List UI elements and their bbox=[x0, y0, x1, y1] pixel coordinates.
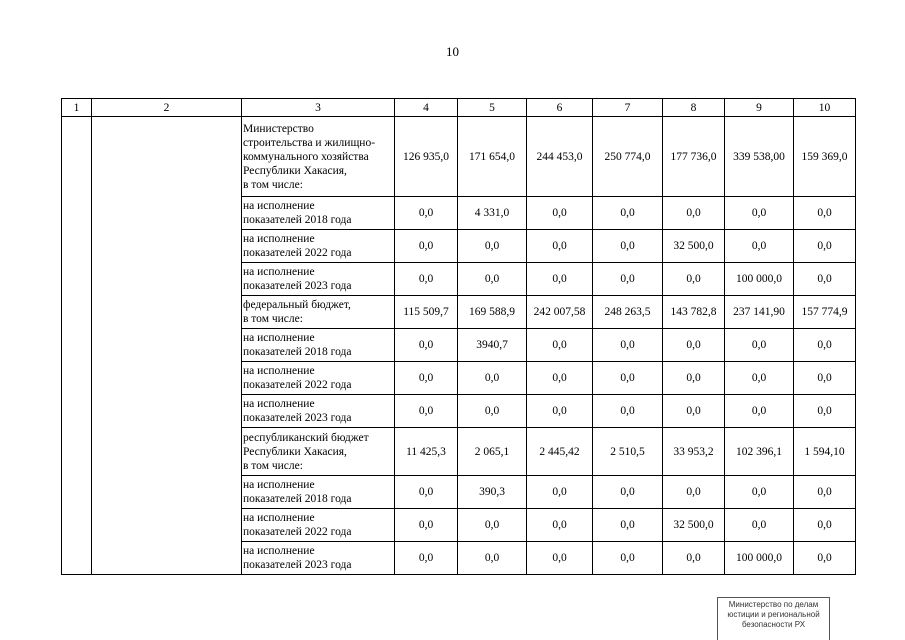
description-line: в том числе: bbox=[243, 313, 303, 325]
value-cell: 0,0 bbox=[663, 197, 725, 230]
value-cell: 177 736,0 bbox=[663, 117, 725, 197]
description-cell bbox=[242, 509, 395, 542]
value-cell: 0,0 bbox=[663, 329, 725, 362]
value-cell: 126 935,0 bbox=[395, 117, 458, 197]
value-cell: 0,0 bbox=[794, 509, 856, 542]
value-cell: 0,0 bbox=[458, 542, 527, 575]
value-cell: 0,0 bbox=[593, 542, 663, 575]
value-cell: 237 141,90 bbox=[725, 296, 794, 329]
value-cell: 2 065,1 bbox=[458, 428, 527, 476]
budget-table bbox=[61, 98, 856, 575]
description-line: показателей 2018 года bbox=[243, 346, 352, 358]
stamp-line: Министерство по делам bbox=[728, 600, 819, 609]
description-cell bbox=[242, 542, 395, 575]
value-cell: 0,0 bbox=[593, 230, 663, 263]
description-line: строительства и жилищно- bbox=[243, 136, 376, 149]
description-line: показателей 2023 года bbox=[243, 559, 352, 571]
value-cell: 1 594,10 bbox=[794, 428, 856, 476]
value-cell: 0,0 bbox=[794, 476, 856, 509]
value-cell: 0,0 bbox=[395, 263, 458, 296]
description-cell bbox=[242, 230, 395, 263]
value-cell: 0,0 bbox=[395, 362, 458, 395]
value-cell: 0,0 bbox=[794, 362, 856, 395]
description-cell bbox=[242, 395, 395, 428]
value-cell: 2 445,42 bbox=[527, 428, 593, 476]
description-line: Республики Хакасия, bbox=[243, 164, 347, 177]
description-line: на исполнение bbox=[243, 479, 315, 491]
value-cell: 339 538,00 bbox=[725, 117, 794, 197]
value-cell: 3940,7 bbox=[458, 329, 527, 362]
description-cell bbox=[242, 197, 395, 230]
value-cell: 4 331,0 bbox=[458, 197, 527, 230]
registration-stamp bbox=[717, 597, 830, 640]
value-cell: 0,0 bbox=[527, 263, 593, 296]
value-cell: 0,0 bbox=[725, 362, 794, 395]
description-line: на исполнение bbox=[243, 266, 315, 278]
description-line: Республики Хакасия, bbox=[243, 445, 347, 458]
value-cell: 0,0 bbox=[725, 476, 794, 509]
header-row bbox=[62, 99, 856, 117]
description-cell bbox=[242, 263, 395, 296]
value-cell: 157 774,9 bbox=[794, 296, 856, 329]
value-cell: 0,0 bbox=[725, 329, 794, 362]
value-cell: 0,0 bbox=[593, 509, 663, 542]
value-cell: 0,0 bbox=[527, 509, 593, 542]
description-line: на исполнение bbox=[243, 233, 315, 245]
stamp-line: безопасности РХ bbox=[741, 620, 806, 629]
description-cell bbox=[242, 296, 395, 329]
value-cell: 0,0 bbox=[593, 263, 663, 296]
description-cell bbox=[242, 362, 395, 395]
description-line: показателей 2022 года bbox=[243, 379, 352, 391]
value-cell: 0,0 bbox=[663, 263, 725, 296]
description-line: показателей 2023 года bbox=[243, 412, 352, 424]
value-cell: 242 007,58 bbox=[527, 296, 593, 329]
value-cell: 100 000,0 bbox=[725, 263, 794, 296]
value-cell: 102 396,1 bbox=[725, 428, 794, 476]
description-line: на исполнение bbox=[243, 332, 315, 344]
empty-merged-cell bbox=[92, 117, 242, 575]
value-cell: 2 510,5 bbox=[593, 428, 663, 476]
description-line: на исполнение bbox=[243, 365, 315, 377]
value-cell: 0,0 bbox=[458, 362, 527, 395]
stamp-line: юстиции и региональной bbox=[727, 610, 820, 619]
description-line: на исполнение bbox=[243, 545, 315, 557]
value-cell: 0,0 bbox=[395, 395, 458, 428]
value-cell: 0,0 bbox=[395, 509, 458, 542]
value-cell: 0,0 bbox=[395, 476, 458, 509]
value-cell: 0,0 bbox=[458, 230, 527, 263]
description-line: федеральный бюджет, bbox=[243, 299, 351, 311]
column-number-cell: 3 bbox=[242, 99, 395, 117]
value-cell: 0,0 bbox=[395, 542, 458, 575]
column-number-cell: 9 bbox=[725, 99, 794, 117]
value-cell: 0,0 bbox=[593, 395, 663, 428]
value-cell: 250 774,0 bbox=[593, 117, 663, 197]
value-cell: 0,0 bbox=[663, 542, 725, 575]
value-cell: 0,0 bbox=[458, 263, 527, 296]
value-cell: 0,0 bbox=[527, 362, 593, 395]
value-cell: 0,0 bbox=[794, 263, 856, 296]
value-cell: 0,0 bbox=[527, 230, 593, 263]
column-number-cell: 10 bbox=[794, 99, 856, 117]
value-cell: 390,3 bbox=[458, 476, 527, 509]
value-cell: 0,0 bbox=[725, 509, 794, 542]
description-cell bbox=[242, 476, 395, 509]
table-row bbox=[62, 117, 856, 197]
value-cell: 0,0 bbox=[527, 395, 593, 428]
value-cell: 32 500,0 bbox=[663, 509, 725, 542]
description-line: на исполнение bbox=[243, 512, 315, 524]
value-cell: 11 425,3 bbox=[395, 428, 458, 476]
value-cell: 0,0 bbox=[725, 230, 794, 263]
column-number-cell: 2 bbox=[92, 99, 242, 117]
value-cell: 115 509,7 bbox=[395, 296, 458, 329]
column-number-cell: 4 bbox=[395, 99, 458, 117]
description-line: показателей 2018 года bbox=[243, 493, 352, 505]
value-cell: 0,0 bbox=[663, 476, 725, 509]
value-cell: 0,0 bbox=[593, 197, 663, 230]
value-cell: 0,0 bbox=[794, 329, 856, 362]
description-line: республиканский бюджет bbox=[243, 431, 369, 444]
description-cell bbox=[242, 329, 395, 362]
description-cell bbox=[242, 428, 395, 476]
value-cell: 159 369,0 bbox=[794, 117, 856, 197]
value-cell: 248 263,5 bbox=[593, 296, 663, 329]
column-number-cell: 6 bbox=[527, 99, 593, 117]
description-line: в том числе: bbox=[243, 178, 303, 191]
description-line: показателей 2022 года bbox=[243, 247, 352, 259]
value-cell: 0,0 bbox=[663, 395, 725, 428]
description-line: показателей 2018 года bbox=[243, 214, 352, 226]
value-cell: 0,0 bbox=[794, 230, 856, 263]
value-cell: 0,0 bbox=[527, 197, 593, 230]
value-cell: 171 654,0 bbox=[458, 117, 527, 197]
value-cell: 0,0 bbox=[395, 197, 458, 230]
column-number-cell: 1 bbox=[62, 99, 92, 117]
description-line: на исполнение bbox=[243, 398, 315, 410]
description-line: в том числе: bbox=[243, 459, 303, 472]
value-cell: 33 953,2 bbox=[663, 428, 725, 476]
value-cell: 0,0 bbox=[593, 362, 663, 395]
value-cell: 32 500,0 bbox=[663, 230, 725, 263]
value-cell: 0,0 bbox=[725, 197, 794, 230]
value-cell: 0,0 bbox=[593, 329, 663, 362]
value-cell: 0,0 bbox=[527, 542, 593, 575]
description-line: на исполнение bbox=[243, 200, 315, 212]
value-cell: 0,0 bbox=[794, 197, 856, 230]
value-cell: 0,0 bbox=[527, 329, 593, 362]
value-cell: 169 588,9 bbox=[458, 296, 527, 329]
value-cell: 0,0 bbox=[458, 395, 527, 428]
value-cell: 0,0 bbox=[527, 476, 593, 509]
value-cell: 100 000,0 bbox=[725, 542, 794, 575]
value-cell: 0,0 bbox=[593, 476, 663, 509]
value-cell: 143 782,8 bbox=[663, 296, 725, 329]
value-cell: 0,0 bbox=[794, 395, 856, 428]
column-number-cell: 5 bbox=[458, 99, 527, 117]
description-line: Министерство bbox=[243, 122, 314, 135]
value-cell: 0,0 bbox=[725, 395, 794, 428]
value-cell: 0,0 bbox=[395, 230, 458, 263]
column-number-cell: 7 bbox=[593, 99, 663, 117]
page-number: 10 bbox=[446, 44, 459, 59]
description-line: показателей 2023 года bbox=[243, 280, 352, 292]
value-cell: 0,0 bbox=[663, 362, 725, 395]
value-cell: 0,0 bbox=[458, 509, 527, 542]
value-cell: 0,0 bbox=[395, 329, 458, 362]
description-line: показателей 2022 года bbox=[243, 526, 352, 538]
empty-merged-cell bbox=[62, 117, 92, 575]
value-cell: 0,0 bbox=[794, 542, 856, 575]
column-number-cell: 8 bbox=[663, 99, 725, 117]
description-line: коммунального хозяйства bbox=[243, 150, 369, 163]
value-cell: 244 453,0 bbox=[527, 117, 593, 197]
description-cell bbox=[242, 117, 395, 197]
